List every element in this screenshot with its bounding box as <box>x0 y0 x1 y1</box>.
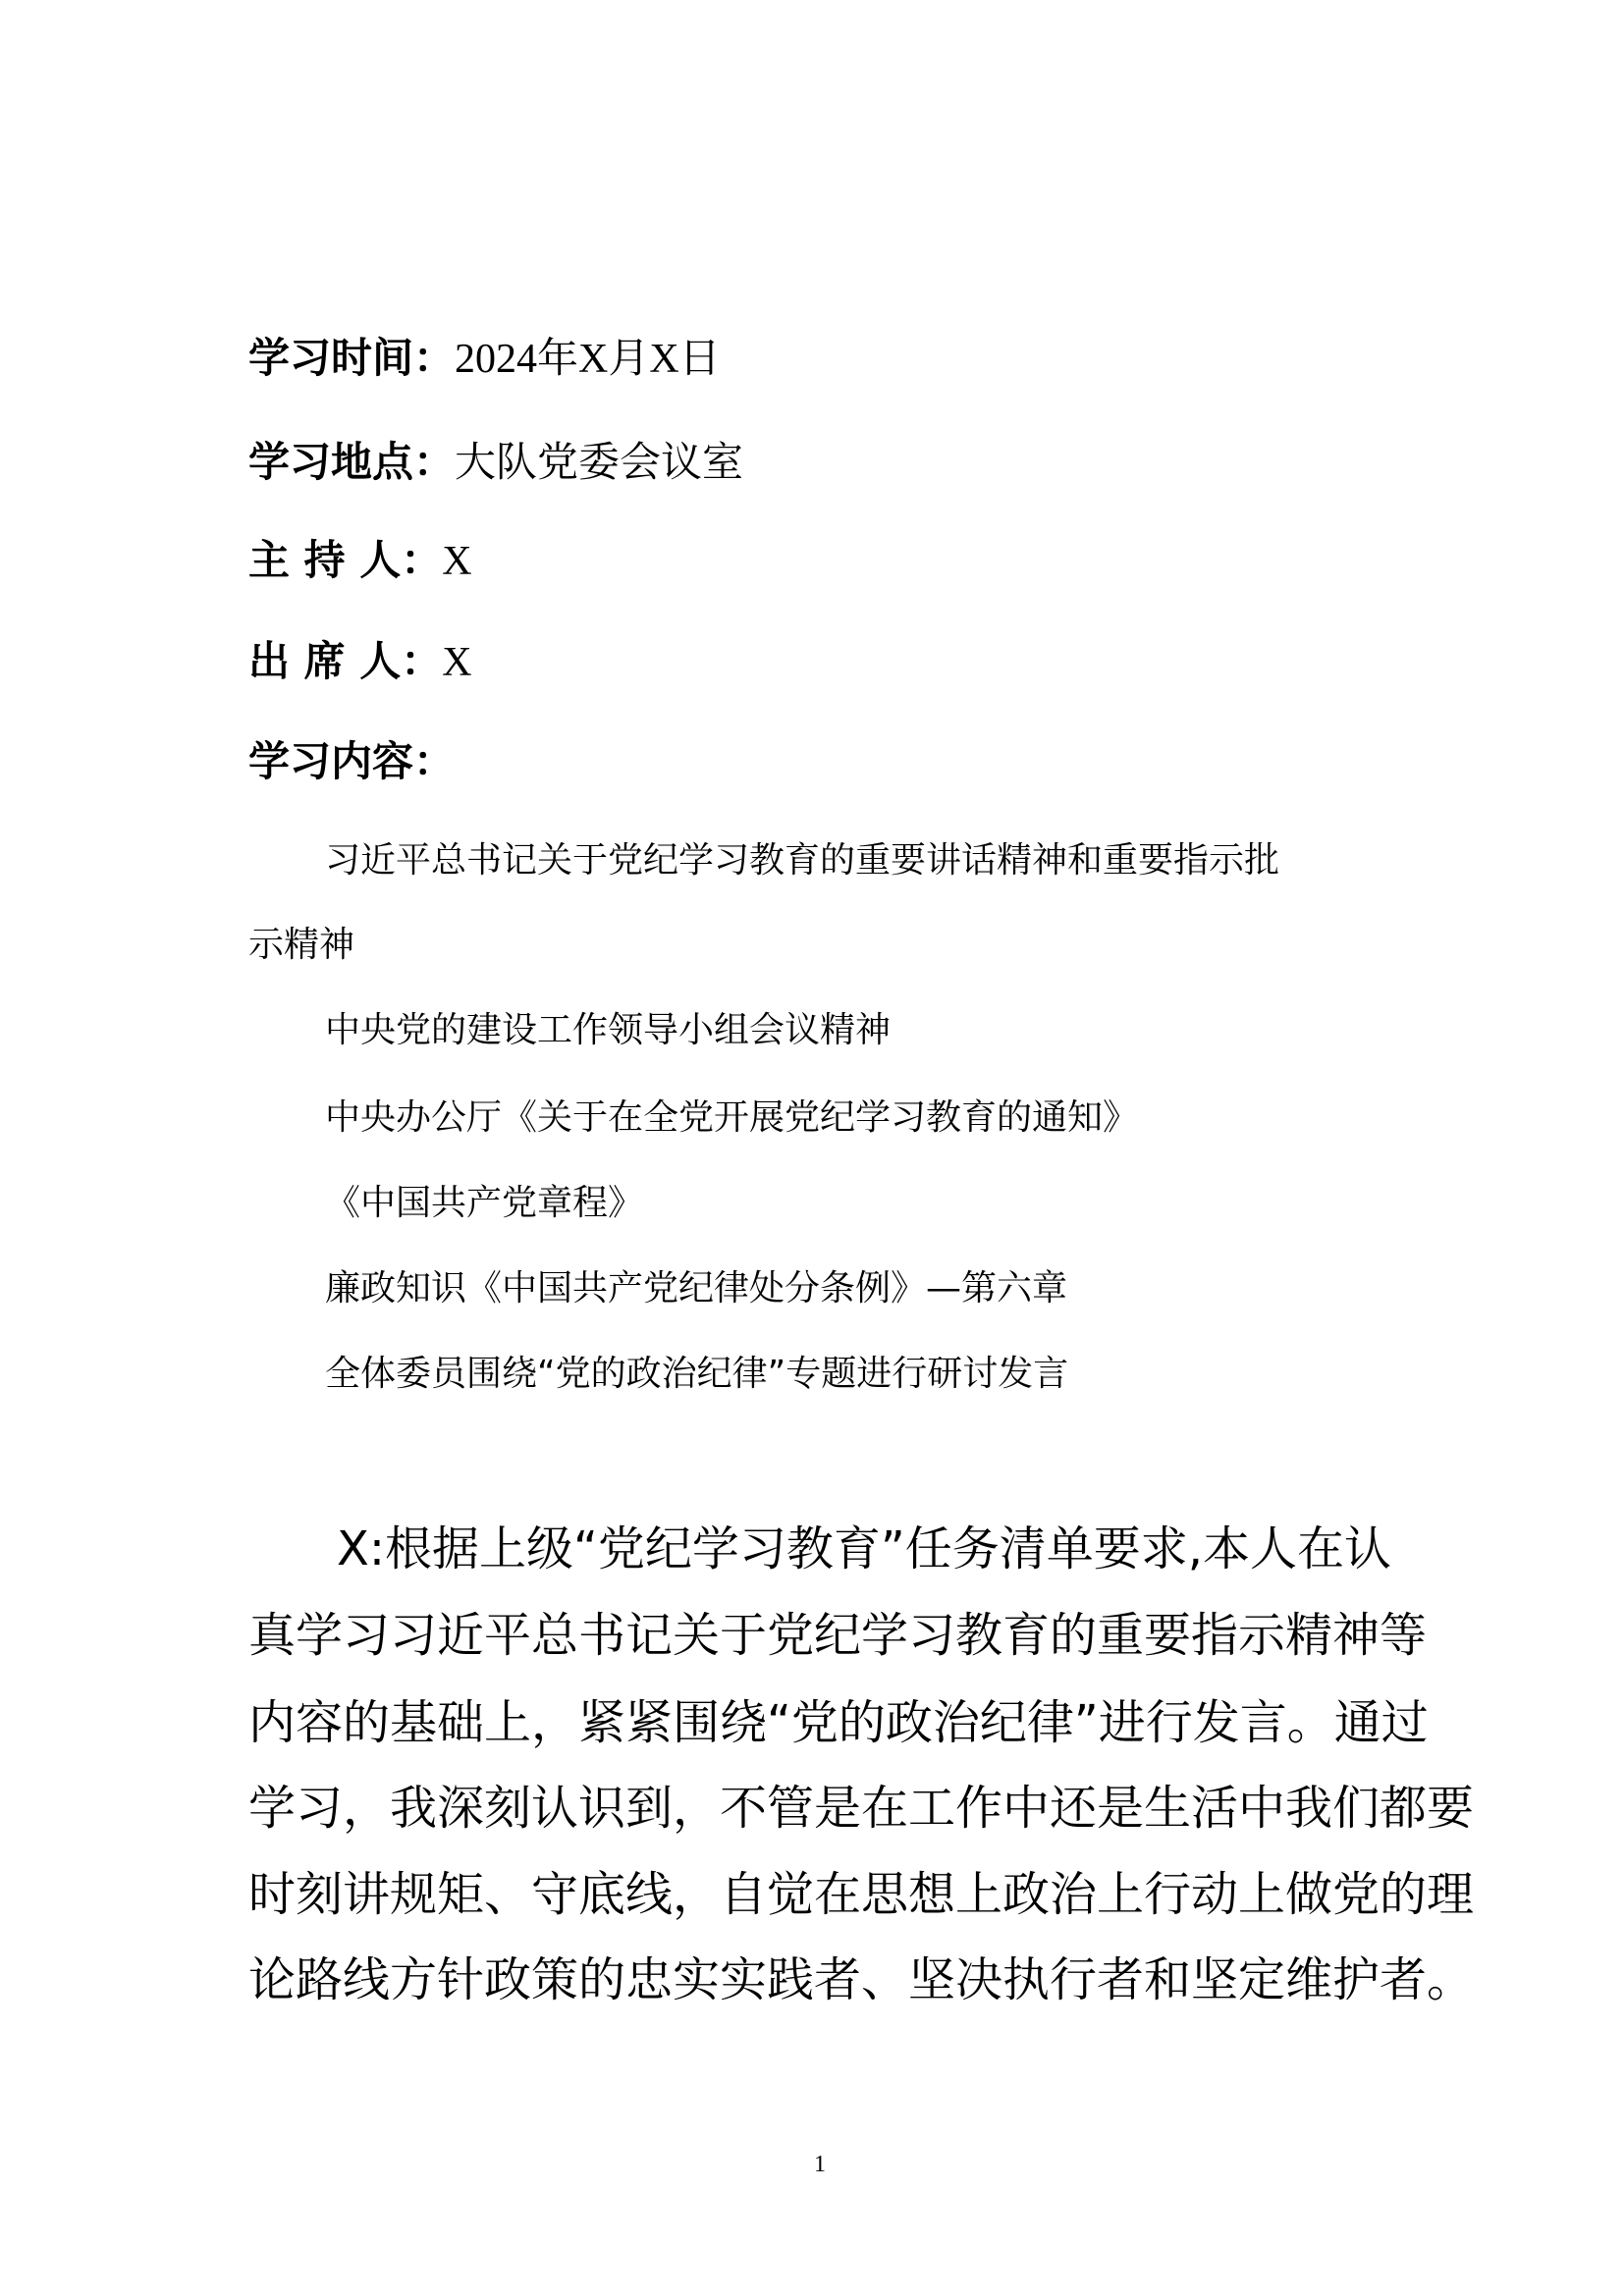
host-value: X <box>442 539 472 584</box>
study-place-row <box>248 435 743 490</box>
list-item: 中央党的建设工作领导小组会议精神 <box>325 1010 892 1050</box>
study-time-value: 2024年X月X日 <box>455 337 721 382</box>
list-item: 习近平总书记关于党纪学习教育的重要讲话精神和重要指示批 <box>325 840 1280 881</box>
host-row <box>248 533 472 589</box>
paragraph-line: 论路线方针政策的忠实实践者、坚决执行者和坚定维护者。 <box>248 1952 1475 2007</box>
list-item: 示精神 <box>248 925 355 965</box>
study-time-row <box>248 331 721 387</box>
attendees-label: 出 席 人： <box>248 637 443 685</box>
list-item: 《中国共产党章程》 <box>325 1183 644 1223</box>
list-item: 廉政知识《中国共产党纪律处分条例》—第六章 <box>325 1268 1068 1308</box>
list-item: 全体委员围绕“党的政治纪律”专题进行研讨发言 <box>325 1354 1069 1394</box>
page-number: 1 <box>814 2152 826 2177</box>
list-item: 中央办公厅《关于在全党开展党纪学习教育的通知》 <box>325 1097 1139 1138</box>
study-place-label: 学习地点： <box>248 438 456 486</box>
paragraph-line: X:根据上级“党纪学习教育”任务清单要求,本人在认 <box>337 1522 1392 1576</box>
paragraph-line: 内容的基础上，紧紧围绕“党的政治纪律”进行发言。通过 <box>248 1695 1429 1750</box>
paragraph-line: 真学习习近平总书记关于党纪学习教育的重要指示精神等 <box>248 1608 1428 1663</box>
study-content-label: 学习内容： <box>248 737 456 785</box>
paragraph-line: 时刻讲规矩、守底线，自觉在思想上政治上行动上做党的理 <box>248 1867 1475 1922</box>
paragraph-line: 学习，我深刻认识到，不管是在工作中还是生活中我们都要 <box>248 1781 1475 1836</box>
study-time-label: 学习时间： <box>248 334 456 382</box>
host-label: 主 持 人： <box>248 536 443 584</box>
study-place-value: 大队党委会议室 <box>455 438 744 486</box>
attendees-value: X <box>442 640 472 685</box>
study-content-row <box>248 734 455 789</box>
attendees-row <box>248 634 472 690</box>
